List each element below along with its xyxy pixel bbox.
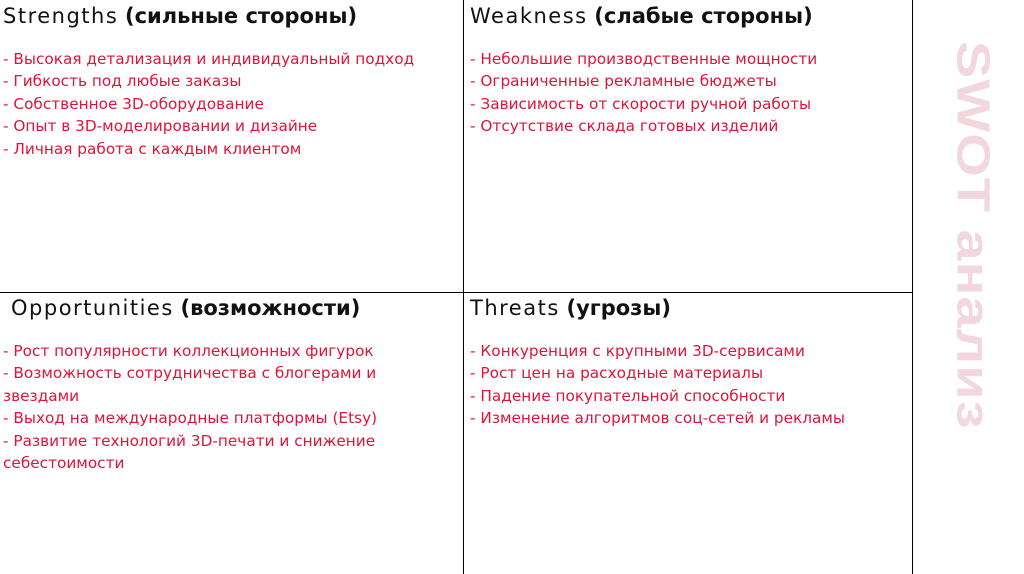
weakness-title: [470, 4, 910, 28]
list-item: - Личная работа с каждым клиентом: [3, 139, 302, 158]
strengths-title-ru: (сильные стороны): [124, 4, 358, 28]
opportunities-title-en: Opportunities: [11, 296, 174, 320]
weakness-title-en: Weakness: [470, 4, 588, 28]
strengths-title-en: Strengths: [3, 4, 119, 28]
list-item: - Развитие технологий 3D-печати и снижение себестоимости: [3, 431, 376, 473]
threats-title: [470, 296, 910, 320]
opportunities-list: [3, 340, 453, 474]
list-item: - Ограниченные рекламные бюджеты: [470, 72, 777, 91]
list-item: - Высокая детализация и индивидуальный подход: [3, 50, 415, 68]
weakness-title-ru: (слабые стороны): [594, 4, 813, 28]
list-item: - Возможность сотрудничества с блогерами и звездами: [3, 364, 377, 405]
list-item: - Небольшие производственные мощности: [470, 50, 818, 68]
list-item: - Падение покупательной способности: [470, 386, 786, 405]
list-item: - Рост цен на расходные материалы: [470, 364, 764, 383]
opportunities-title: [3, 296, 453, 320]
strengths-quadrant: [3, 4, 461, 160]
list-item: - Изменение алгоритмов соц-сетей и рекламы: [470, 409, 846, 428]
threats-title-ru: (угрозы): [566, 296, 671, 320]
threats-list: [470, 340, 910, 430]
list-item: - Отсутствие склада готовых изделий: [470, 117, 779, 136]
weakness-quadrant: [470, 4, 910, 138]
list-item: - Рост популярности коллекционных фигурок: [3, 342, 374, 360]
grid-divider-horizontal: [0, 292, 913, 293]
strengths-title: [3, 4, 461, 28]
list-item: - Зависимость от скорости ручной работы: [470, 94, 812, 113]
strengths-list: [3, 48, 461, 160]
list-item: - Конкуренция с крупными 3D-сервисами: [470, 342, 805, 360]
threats-quadrant: [470, 296, 910, 430]
opportunities-title-ru: (возможности): [180, 296, 361, 320]
swot-side-title: SWOT анализ: [947, 40, 999, 430]
list-item: - Собственное 3D-оборудование: [3, 94, 264, 113]
grid-divider-vertical-right: [912, 0, 913, 574]
list-item: - Выход на международные платформы (Etsy): [3, 409, 378, 428]
side-title-container: [938, 20, 1008, 450]
threats-title-en: Threats: [470, 296, 560, 320]
opportunities-quadrant: [3, 296, 453, 474]
list-item: - Опыт в 3D-моделировании и дизайне: [3, 117, 318, 136]
weakness-list: [470, 48, 910, 138]
list-item: - Гибкость под любые заказы: [3, 72, 242, 91]
grid-divider-vertical-center: [463, 0, 464, 574]
